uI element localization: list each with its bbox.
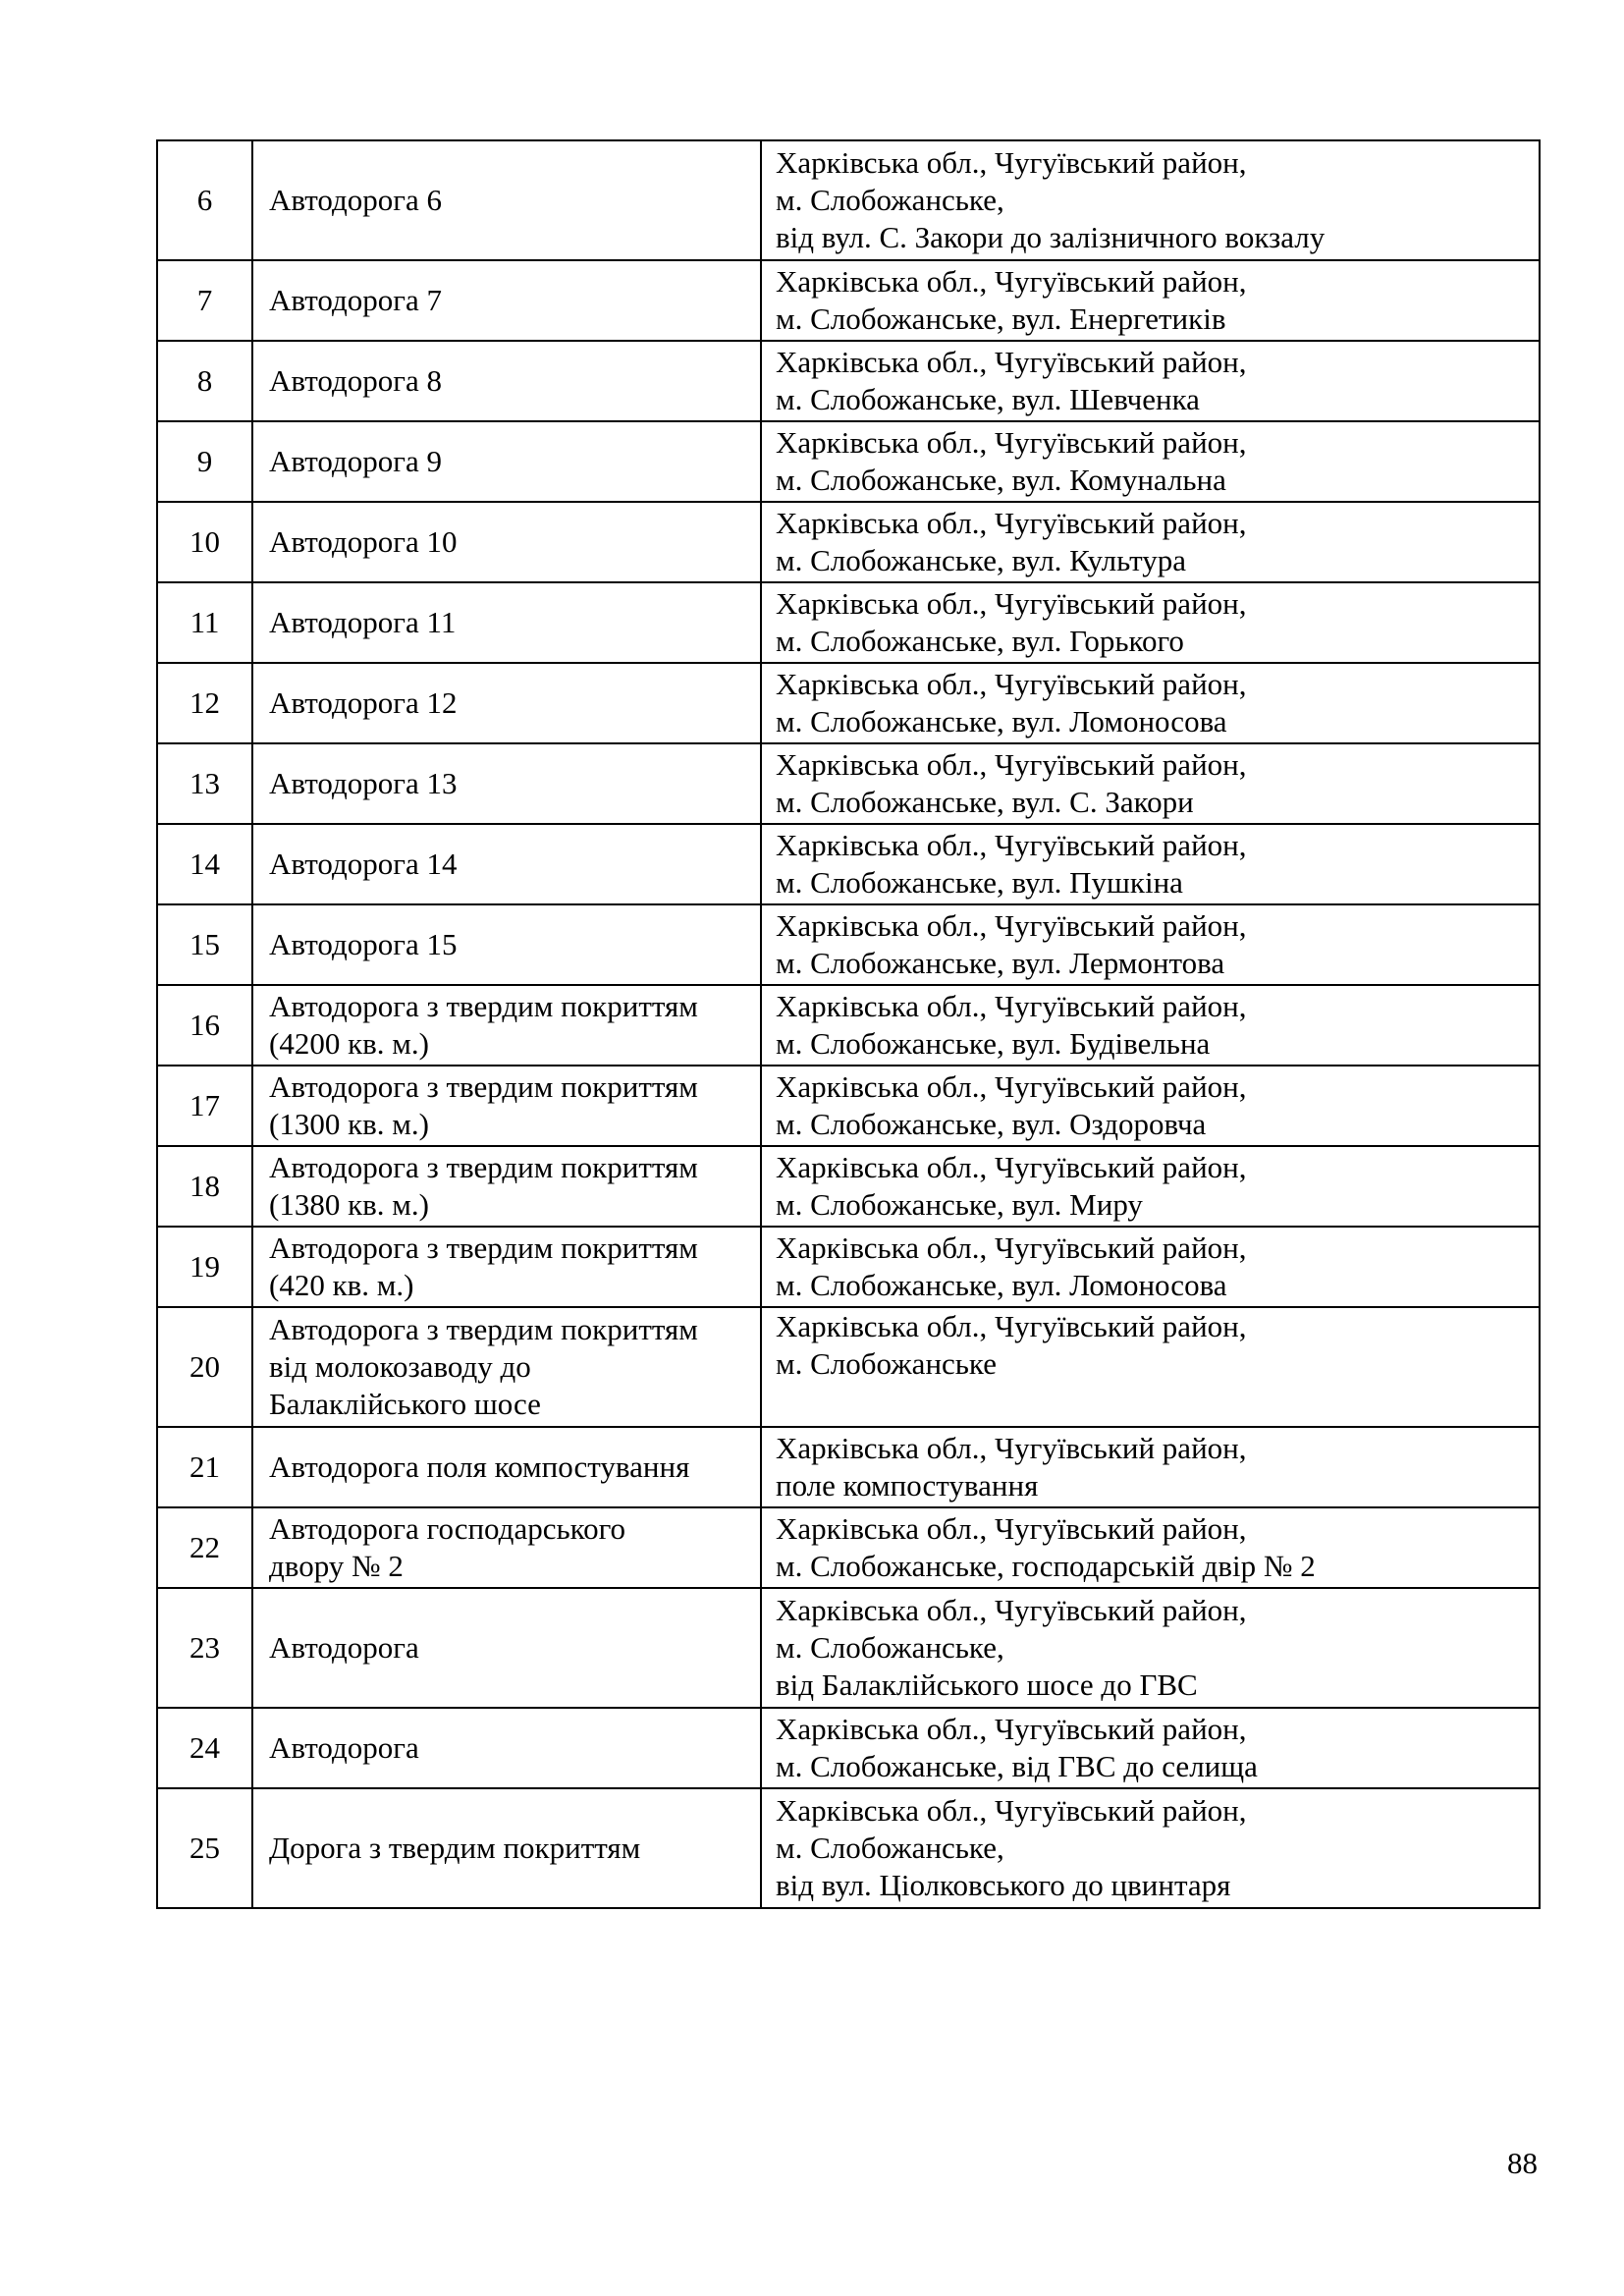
road-name-line: Автодорога 9 [269, 444, 442, 478]
row-number: 17 [157, 1066, 252, 1146]
address-line: м. Слобожанське, вул. Комунальна [776, 463, 1226, 497]
road-name-line: Автодорога 11 [269, 605, 457, 639]
address-line: Харківська обл., Чугуївський район, [776, 1793, 1247, 1828]
address-line: м. Слобожанське, вул. Пушкіна [776, 865, 1183, 900]
address-line: м. Слобожанське, вул. Культура [776, 543, 1186, 577]
road-name-cell [252, 1708, 761, 1788]
address-line: Харківська обл., Чугуївський район, [776, 506, 1247, 540]
address-cell [761, 1307, 1540, 1427]
road-name-line: Автодорога [269, 1730, 419, 1765]
road-name-cell [252, 421, 761, 502]
table-row [157, 1427, 1540, 1507]
row-number: 25 [157, 1788, 252, 1908]
address-cell [761, 1788, 1540, 1908]
address-line: м. Слобожанське, вул. Шевченка [776, 382, 1200, 416]
row-number: 9 [157, 421, 252, 502]
row-number: 24 [157, 1708, 252, 1788]
page-number: 88 [1507, 2146, 1538, 2180]
address-line: від вул. С. Закори до залізничного вокзалу [776, 220, 1326, 254]
address-line: м. Слобожанське, вул. Горького [776, 624, 1184, 658]
road-name-line: (420 кв. м.) [269, 1268, 414, 1302]
table-row [157, 421, 1540, 502]
road-name-line: двору № 2 [269, 1549, 404, 1583]
row-number: 7 [157, 260, 252, 341]
road-name-cell [252, 1066, 761, 1146]
road-name-line: Дорога з твердим покриттям [269, 1831, 641, 1865]
table-row [157, 140, 1540, 260]
address-line: м. Слобожанське, вул. С. Закори [776, 785, 1194, 819]
row-number: 12 [157, 663, 252, 743]
road-name-line: Автодорога 13 [269, 766, 458, 800]
address-line: Харківська обл., Чугуївський район, [776, 667, 1247, 701]
road-name-line: Автодорога з твердим покриттям [269, 1230, 698, 1265]
row-number: 6 [157, 140, 252, 260]
address-cell [761, 663, 1540, 743]
road-name-cell [252, 1427, 761, 1507]
row-number: 10 [157, 502, 252, 582]
road-name-line: Автодорога 12 [269, 685, 458, 720]
road-name-cell [252, 260, 761, 341]
road-name-line: (4200 кв. м.) [269, 1026, 429, 1061]
road-name-cell [252, 1588, 761, 1708]
address-cell [761, 1588, 1540, 1708]
road-name-line: Автодорога поля компостування [269, 1449, 690, 1484]
row-number: 11 [157, 582, 252, 663]
address-cell [761, 985, 1540, 1066]
table-row [157, 743, 1540, 824]
address-cell [761, 421, 1540, 502]
address-line: Харківська обл., Чугуївський район, [776, 1230, 1247, 1265]
row-number: 19 [157, 1227, 252, 1307]
road-name-cell [252, 140, 761, 260]
roads-table [156, 139, 1541, 1909]
address-cell [761, 1708, 1540, 1788]
table-row [157, 663, 1540, 743]
table-row [157, 1066, 1540, 1146]
address-line: Харківська обл., Чугуївський район, [776, 1069, 1247, 1104]
address-line: м. Слобожанське, [776, 1630, 1004, 1665]
address-line: м. Слобожанське, [776, 1831, 1004, 1865]
table-row [157, 1708, 1540, 1788]
table-row [157, 1588, 1540, 1708]
address-line: поле компостування [776, 1468, 1039, 1503]
road-name-cell [252, 663, 761, 743]
address-cell [761, 1146, 1540, 1227]
table-row [157, 341, 1540, 421]
address-line: Харківська обл., Чугуївський район, [776, 1431, 1247, 1465]
address-cell [761, 140, 1540, 260]
address-cell [761, 904, 1540, 985]
road-name-line: Автодорога 6 [269, 183, 442, 217]
road-name-line: Автодорога з твердим покриттям [269, 1069, 698, 1104]
address-line: Харківська обл., Чугуївський район, [776, 1511, 1247, 1546]
row-number: 13 [157, 743, 252, 824]
row-number: 15 [157, 904, 252, 985]
address-line: Харківська обл., Чугуївський район, [776, 908, 1247, 943]
row-number: 23 [157, 1588, 252, 1708]
row-number: 21 [157, 1427, 252, 1507]
address-line: від вул. Ціолковського до цвинтаря [776, 1868, 1231, 1902]
address-cell [761, 260, 1540, 341]
address-line: м. Слобожанське, вул. Енергетиків [776, 301, 1226, 336]
address-line: Харківська обл., Чугуївський район, [776, 1712, 1247, 1746]
address-line: Харківська обл., Чугуївський район, [776, 586, 1247, 621]
address-line: Харківська обл., Чугуївський район, [776, 264, 1247, 299]
road-name-cell [252, 582, 761, 663]
address-line: м. Слобожанське, вул. Оздоровча [776, 1107, 1207, 1141]
address-line: м. Слобожанське, вул. Ломоносова [776, 1268, 1227, 1302]
road-name-cell [252, 1227, 761, 1307]
row-number: 16 [157, 985, 252, 1066]
row-number: 8 [157, 341, 252, 421]
address-line: Харківська обл., Чугуївський район, [776, 425, 1247, 460]
road-name-cell [252, 1507, 761, 1588]
address-line: Харківська обл., Чугуївський район, [776, 145, 1247, 180]
road-name-cell [252, 1788, 761, 1908]
address-line: Харківська обл., Чугуївський район, [776, 747, 1247, 782]
road-name-cell [252, 341, 761, 421]
address-cell [761, 502, 1540, 582]
road-name-cell [252, 502, 761, 582]
road-name-cell [252, 1146, 761, 1227]
table-row [157, 582, 1540, 663]
table-row [157, 502, 1540, 582]
address-line: м. Слобожанське, вул. Будівельна [776, 1026, 1211, 1061]
address-line: Харківська обл., Чугуївський район, [776, 989, 1247, 1023]
table-row [157, 1507, 1540, 1588]
address-line: м. Слобожанське, вул. Лермонтова [776, 946, 1225, 980]
road-name-line: Автодорога 7 [269, 283, 442, 317]
address-line: Харківська обл., Чугуївський район, [776, 1593, 1247, 1627]
road-name-line: (1300 кв. м.) [269, 1107, 429, 1141]
address-line: м. Слобожанське, господарськiй двiр № 2 [776, 1549, 1316, 1583]
table-row [157, 1788, 1540, 1908]
road-name-line: Автодорога 10 [269, 524, 458, 559]
road-name-cell [252, 904, 761, 985]
road-name-cell [252, 824, 761, 904]
row-number: 22 [157, 1507, 252, 1588]
address-line: Харківська обл., Чугуївський район, [776, 1309, 1247, 1343]
table-row [157, 904, 1540, 985]
address-line: м. Слобожанське, вул. Ломоносова [776, 704, 1227, 738]
address-line: м. Слобожанське [776, 1346, 997, 1381]
road-name-line: Балаклійського шосе [269, 1387, 541, 1421]
address-line: м. Слобожанське, від ГВС до селища [776, 1749, 1258, 1783]
address-cell [761, 824, 1540, 904]
road-name-cell [252, 743, 761, 824]
table-body [157, 140, 1540, 1908]
address-cell [761, 582, 1540, 663]
road-name-line: Автодорога 15 [269, 927, 458, 961]
road-name-line: Автодорога господарського [269, 1511, 626, 1546]
road-name-line: Автодорога з твердим покриттям [269, 1150, 698, 1184]
table-row [157, 985, 1540, 1066]
road-name-line: від молокозаводу до [269, 1349, 531, 1384]
road-name-line: Автодорога 8 [269, 363, 442, 398]
address-cell [761, 1066, 1540, 1146]
table-row [157, 1227, 1540, 1307]
address-cell [761, 1227, 1540, 1307]
address-cell [761, 743, 1540, 824]
address-cell [761, 1507, 1540, 1588]
table-row [157, 1146, 1540, 1227]
address-line: Харківська обл., Чугуївський район, [776, 345, 1247, 379]
address-line: м. Слобожанське, [776, 183, 1004, 217]
table-row [157, 824, 1540, 904]
row-number: 20 [157, 1307, 252, 1427]
address-line: від Балаклійського шосе до ГВС [776, 1667, 1198, 1702]
address-cell [761, 1427, 1540, 1507]
address-line: Харківська обл., Чугуївський район, [776, 1150, 1247, 1184]
road-name-line: Автодорога з твердим покриттям [269, 989, 698, 1023]
address-line: Харківська обл., Чугуївський район, [776, 828, 1247, 862]
road-name-line: Автодорога з твердим покриттям [269, 1312, 698, 1346]
address-line: м. Слобожанське, вул. Миру [776, 1187, 1143, 1222]
road-name-cell [252, 985, 761, 1066]
road-name-cell [252, 1307, 761, 1427]
table-row [157, 260, 1540, 341]
row-number: 18 [157, 1146, 252, 1227]
road-name-line: Автодорога 14 [269, 847, 458, 881]
address-cell [761, 341, 1540, 421]
road-name-line: Автодорога [269, 1630, 419, 1665]
road-name-line: (1380 кв. м.) [269, 1187, 429, 1222]
table-row [157, 1307, 1540, 1427]
row-number: 14 [157, 824, 252, 904]
